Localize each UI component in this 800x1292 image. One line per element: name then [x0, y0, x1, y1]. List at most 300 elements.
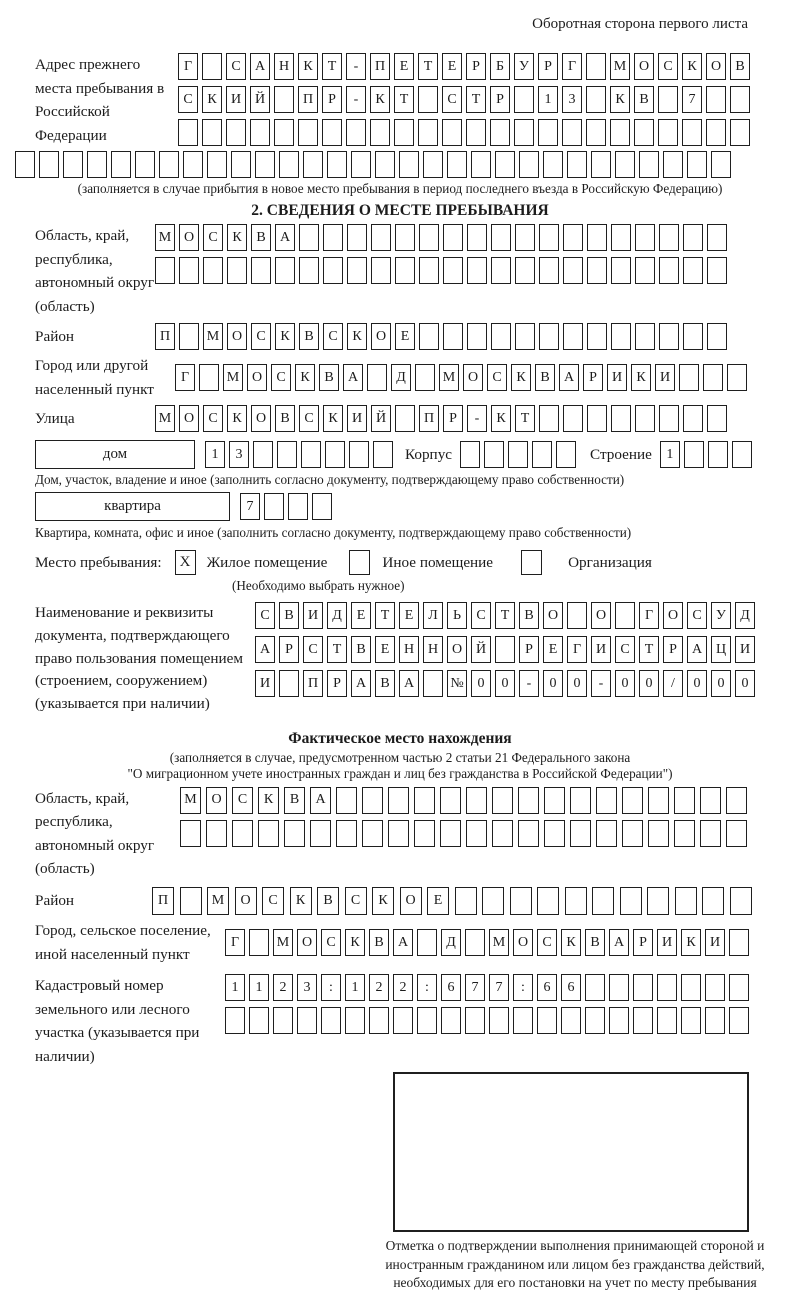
- char-box[interactable]: [325, 441, 345, 468]
- char-box[interactable]: К: [227, 405, 247, 432]
- char-box[interactable]: [702, 887, 724, 915]
- char-box[interactable]: [730, 119, 750, 146]
- char-box[interactable]: Т: [515, 405, 535, 432]
- char-box[interactable]: 1: [660, 441, 680, 468]
- char-box[interactable]: [563, 224, 583, 251]
- char-box[interactable]: Е: [442, 53, 462, 80]
- char-box[interactable]: [250, 119, 270, 146]
- char-box[interactable]: [415, 364, 435, 391]
- char-box[interactable]: [659, 224, 679, 251]
- char-box[interactable]: [440, 787, 461, 814]
- char-box[interactable]: Т: [495, 602, 515, 629]
- char-box[interactable]: [515, 257, 535, 284]
- char-box[interactable]: К: [345, 929, 365, 956]
- char-box[interactable]: [471, 151, 491, 178]
- char-box[interactable]: В: [519, 602, 539, 629]
- char-box[interactable]: [675, 887, 697, 915]
- char-box[interactable]: 1: [345, 974, 365, 1001]
- char-box[interactable]: [303, 151, 323, 178]
- char-box[interactable]: Г: [567, 636, 587, 663]
- char-box[interactable]: И: [255, 670, 275, 697]
- char-box[interactable]: И: [303, 602, 323, 629]
- char-box[interactable]: [417, 1007, 437, 1034]
- char-box[interactable]: Р: [466, 53, 486, 80]
- char-box[interactable]: Н: [399, 636, 419, 663]
- char-box[interactable]: К: [681, 929, 701, 956]
- char-box[interactable]: [519, 151, 539, 178]
- char-box[interactable]: [370, 119, 390, 146]
- char-box[interactable]: [87, 151, 107, 178]
- char-box[interactable]: И: [657, 929, 677, 956]
- char-box[interactable]: [255, 151, 275, 178]
- char-box[interactable]: [587, 224, 607, 251]
- char-box[interactable]: 2: [393, 974, 413, 1001]
- char-box[interactable]: [299, 257, 319, 284]
- char-box[interactable]: М: [223, 364, 243, 391]
- char-box[interactable]: А: [275, 224, 295, 251]
- char-box[interactable]: [567, 151, 587, 178]
- char-box[interactable]: В: [317, 887, 339, 915]
- char-box[interactable]: [418, 119, 438, 146]
- char-box[interactable]: О: [543, 602, 563, 629]
- char-box[interactable]: [659, 405, 679, 432]
- char-box[interactable]: А: [559, 364, 579, 391]
- char-box[interactable]: [180, 820, 201, 847]
- char-box[interactable]: Г: [562, 53, 582, 80]
- char-box[interactable]: С: [321, 929, 341, 956]
- char-box[interactable]: [279, 670, 299, 697]
- char-box[interactable]: Й: [371, 405, 391, 432]
- char-box[interactable]: [441, 1007, 461, 1034]
- char-box[interactable]: [587, 405, 607, 432]
- char-box[interactable]: [663, 151, 683, 178]
- char-box[interactable]: [658, 119, 678, 146]
- char-box[interactable]: А: [343, 364, 363, 391]
- char-box[interactable]: 0: [495, 670, 515, 697]
- char-box[interactable]: [180, 887, 202, 915]
- char-box[interactable]: М: [489, 929, 509, 956]
- char-box[interactable]: В: [275, 405, 295, 432]
- char-box[interactable]: О: [663, 602, 683, 629]
- char-box[interactable]: К: [275, 323, 295, 350]
- char-box[interactable]: [418, 86, 438, 113]
- char-box[interactable]: Г: [639, 602, 659, 629]
- char-box[interactable]: К: [511, 364, 531, 391]
- char-box[interactable]: [596, 787, 617, 814]
- char-box[interactable]: [622, 820, 643, 847]
- char-box[interactable]: И: [591, 636, 611, 663]
- char-box[interactable]: Д: [735, 602, 755, 629]
- char-box[interactable]: М: [155, 405, 175, 432]
- char-box[interactable]: [253, 441, 273, 468]
- char-box[interactable]: -: [346, 86, 366, 113]
- char-box[interactable]: С: [203, 405, 223, 432]
- char-box[interactable]: С: [226, 53, 246, 80]
- char-box[interactable]: К: [295, 364, 315, 391]
- char-box[interactable]: 0: [735, 670, 755, 697]
- char-box[interactable]: [467, 323, 487, 350]
- char-box[interactable]: Р: [538, 53, 558, 80]
- char-box[interactable]: [249, 1007, 269, 1034]
- char-box[interactable]: А: [351, 670, 371, 697]
- char-box[interactable]: [635, 257, 655, 284]
- char-box[interactable]: С: [271, 364, 291, 391]
- char-box[interactable]: [375, 151, 395, 178]
- char-box[interactable]: [347, 257, 367, 284]
- char-box[interactable]: А: [310, 787, 331, 814]
- char-box[interactable]: 7: [489, 974, 509, 1001]
- char-box[interactable]: С: [442, 86, 462, 113]
- char-box[interactable]: [609, 1007, 629, 1034]
- char-box[interactable]: С: [232, 787, 253, 814]
- char-box[interactable]: С: [687, 602, 707, 629]
- char-box[interactable]: К: [370, 86, 390, 113]
- char-box[interactable]: [647, 887, 669, 915]
- char-box[interactable]: Т: [418, 53, 438, 80]
- char-box[interactable]: В: [730, 53, 750, 80]
- char-box[interactable]: К: [682, 53, 702, 80]
- char-box[interactable]: С: [487, 364, 507, 391]
- char-box[interactable]: 6: [537, 974, 557, 1001]
- char-box[interactable]: [443, 257, 463, 284]
- char-box[interactable]: 1: [205, 441, 225, 468]
- char-box[interactable]: [648, 820, 669, 847]
- char-box[interactable]: [587, 257, 607, 284]
- char-box[interactable]: [467, 257, 487, 284]
- char-box[interactable]: [683, 257, 703, 284]
- char-box[interactable]: -: [519, 670, 539, 697]
- char-box[interactable]: Е: [543, 636, 563, 663]
- char-box[interactable]: М: [273, 929, 293, 956]
- char-box[interactable]: Т: [466, 86, 486, 113]
- char-box[interactable]: Т: [322, 53, 342, 80]
- char-box[interactable]: М: [439, 364, 459, 391]
- char-box[interactable]: [707, 323, 727, 350]
- char-box[interactable]: [419, 224, 439, 251]
- char-box[interactable]: Р: [443, 405, 463, 432]
- char-box[interactable]: [683, 405, 703, 432]
- char-box[interactable]: Л: [423, 602, 443, 629]
- char-box[interactable]: Т: [375, 602, 395, 629]
- char-box[interactable]: [336, 820, 357, 847]
- char-box[interactable]: [232, 820, 253, 847]
- char-box[interactable]: [202, 53, 222, 80]
- char-box[interactable]: [347, 224, 367, 251]
- char-box[interactable]: С: [178, 86, 198, 113]
- char-box[interactable]: [399, 151, 419, 178]
- char-box[interactable]: [514, 86, 534, 113]
- char-box[interactable]: [563, 405, 583, 432]
- char-box[interactable]: К: [561, 929, 581, 956]
- char-box[interactable]: [395, 257, 415, 284]
- char-box[interactable]: [658, 86, 678, 113]
- char-box[interactable]: [258, 820, 279, 847]
- char-box[interactable]: [484, 441, 504, 468]
- char-box[interactable]: [419, 323, 439, 350]
- char-box[interactable]: [327, 151, 347, 178]
- char-box[interactable]: [730, 887, 752, 915]
- char-box[interactable]: [492, 787, 513, 814]
- char-box[interactable]: [362, 820, 383, 847]
- char-box[interactable]: [615, 151, 635, 178]
- char-box[interactable]: [298, 119, 318, 146]
- char-box[interactable]: №: [447, 670, 467, 697]
- char-box[interactable]: [336, 787, 357, 814]
- char-box[interactable]: [611, 257, 631, 284]
- char-box[interactable]: [465, 1007, 485, 1034]
- char-box[interactable]: [730, 86, 750, 113]
- char-box[interactable]: 3: [562, 86, 582, 113]
- char-box[interactable]: В: [319, 364, 339, 391]
- char-box[interactable]: [274, 86, 294, 113]
- char-box[interactable]: [586, 86, 606, 113]
- char-box[interactable]: Н: [423, 636, 443, 663]
- char-box[interactable]: [455, 887, 477, 915]
- char-box[interactable]: [538, 119, 558, 146]
- char-box[interactable]: Т: [394, 86, 414, 113]
- char-box[interactable]: Г: [178, 53, 198, 80]
- char-box[interactable]: [394, 119, 414, 146]
- char-box[interactable]: [729, 929, 749, 956]
- char-box[interactable]: С: [323, 323, 343, 350]
- char-box[interactable]: [537, 887, 559, 915]
- char-box[interactable]: [440, 820, 461, 847]
- char-box[interactable]: П: [298, 86, 318, 113]
- char-box[interactable]: И: [607, 364, 627, 391]
- char-box[interactable]: К: [290, 887, 312, 915]
- char-box[interactable]: К: [372, 887, 394, 915]
- char-box[interactable]: [351, 151, 371, 178]
- char-box[interactable]: 3: [229, 441, 249, 468]
- char-box[interactable]: [726, 787, 747, 814]
- char-box[interactable]: [491, 257, 511, 284]
- char-box[interactable]: О: [297, 929, 317, 956]
- char-box[interactable]: :: [513, 974, 533, 1001]
- char-box[interactable]: [622, 787, 643, 814]
- char-box[interactable]: [707, 224, 727, 251]
- char-box[interactable]: С: [471, 602, 491, 629]
- char-box[interactable]: [708, 441, 728, 468]
- char-box[interactable]: В: [351, 636, 371, 663]
- char-box[interactable]: К: [610, 86, 630, 113]
- char-box[interactable]: [681, 974, 701, 1001]
- char-box[interactable]: [596, 820, 617, 847]
- char-box[interactable]: М: [207, 887, 229, 915]
- char-box[interactable]: О: [247, 364, 267, 391]
- char-box[interactable]: [729, 1007, 749, 1034]
- char-box[interactable]: В: [284, 787, 305, 814]
- char-box[interactable]: [277, 441, 297, 468]
- char-box[interactable]: [515, 224, 535, 251]
- char-box[interactable]: О: [179, 224, 199, 251]
- char-box[interactable]: [443, 224, 463, 251]
- char-box[interactable]: [135, 151, 155, 178]
- char-box[interactable]: [362, 787, 383, 814]
- char-box[interactable]: [635, 405, 655, 432]
- char-box[interactable]: К: [258, 787, 279, 814]
- char-box[interactable]: [729, 974, 749, 1001]
- char-box[interactable]: [633, 974, 653, 1001]
- char-box[interactable]: 1: [225, 974, 245, 1001]
- char-box[interactable]: [700, 820, 721, 847]
- char-box[interactable]: Й: [471, 636, 491, 663]
- char-box[interactable]: А: [255, 636, 275, 663]
- char-box[interactable]: [611, 405, 631, 432]
- char-box[interactable]: 2: [273, 974, 293, 1001]
- char-box[interactable]: [492, 820, 513, 847]
- char-box[interactable]: [700, 787, 721, 814]
- char-box[interactable]: [395, 224, 415, 251]
- char-box[interactable]: О: [447, 636, 467, 663]
- char-box[interactable]: [687, 151, 707, 178]
- char-box[interactable]: Е: [395, 323, 415, 350]
- char-box[interactable]: [510, 887, 532, 915]
- char-box[interactable]: М: [155, 224, 175, 251]
- char-box[interactable]: [706, 119, 726, 146]
- char-box[interactable]: С: [262, 887, 284, 915]
- char-box[interactable]: [586, 119, 606, 146]
- char-box[interactable]: А: [399, 670, 419, 697]
- char-box[interactable]: [539, 405, 559, 432]
- other-premises-checkbox[interactable]: [349, 550, 370, 575]
- char-box[interactable]: 0: [543, 670, 563, 697]
- organization-checkbox[interactable]: [521, 550, 542, 575]
- char-box[interactable]: С: [658, 53, 678, 80]
- char-box[interactable]: [183, 151, 203, 178]
- char-box[interactable]: К: [631, 364, 651, 391]
- char-box[interactable]: [393, 1007, 413, 1034]
- char-box[interactable]: [539, 257, 559, 284]
- char-box[interactable]: [585, 1007, 605, 1034]
- char-box[interactable]: [532, 441, 552, 468]
- char-box[interactable]: [556, 441, 576, 468]
- char-box[interactable]: [414, 787, 435, 814]
- char-box[interactable]: [179, 323, 199, 350]
- char-box[interactable]: [301, 441, 321, 468]
- char-box[interactable]: [585, 974, 605, 1001]
- char-box[interactable]: Е: [375, 636, 395, 663]
- char-box[interactable]: П: [303, 670, 323, 697]
- char-box[interactable]: А: [687, 636, 707, 663]
- char-box[interactable]: [508, 441, 528, 468]
- char-box[interactable]: [570, 820, 591, 847]
- char-box[interactable]: [349, 441, 369, 468]
- char-box[interactable]: [203, 257, 223, 284]
- char-box[interactable]: [321, 1007, 341, 1034]
- char-box[interactable]: [635, 323, 655, 350]
- char-box[interactable]: Е: [399, 602, 419, 629]
- char-box[interactable]: [684, 441, 704, 468]
- char-box[interactable]: В: [375, 670, 395, 697]
- char-box[interactable]: [491, 224, 511, 251]
- char-box[interactable]: Д: [441, 929, 461, 956]
- char-box[interactable]: Р: [327, 670, 347, 697]
- char-box[interactable]: 0: [471, 670, 491, 697]
- char-box[interactable]: [489, 1007, 509, 1034]
- char-box[interactable]: [620, 887, 642, 915]
- char-box[interactable]: И: [347, 405, 367, 432]
- char-box[interactable]: А: [250, 53, 270, 80]
- char-box[interactable]: [634, 119, 654, 146]
- char-box[interactable]: 7: [240, 493, 260, 520]
- char-box[interactable]: [707, 257, 727, 284]
- char-box[interactable]: [648, 787, 669, 814]
- char-box[interactable]: Р: [663, 636, 683, 663]
- char-box[interactable]: [371, 224, 391, 251]
- char-box[interactable]: [367, 364, 387, 391]
- char-box[interactable]: [705, 1007, 725, 1034]
- char-box[interactable]: Р: [322, 86, 342, 113]
- char-box[interactable]: [711, 151, 731, 178]
- char-box[interactable]: Ц: [711, 636, 731, 663]
- char-box[interactable]: С: [615, 636, 635, 663]
- char-box[interactable]: 6: [561, 974, 581, 1001]
- char-box[interactable]: [659, 257, 679, 284]
- char-box[interactable]: [297, 1007, 317, 1034]
- char-box[interactable]: К: [491, 405, 511, 432]
- char-box[interactable]: О: [463, 364, 483, 391]
- char-box[interactable]: [490, 119, 510, 146]
- char-box[interactable]: 3: [297, 974, 317, 1001]
- char-box[interactable]: Ь: [447, 602, 467, 629]
- char-box[interactable]: Т: [327, 636, 347, 663]
- char-box[interactable]: [565, 887, 587, 915]
- char-box[interactable]: [159, 151, 179, 178]
- char-box[interactable]: И: [735, 636, 755, 663]
- char-box[interactable]: А: [609, 929, 629, 956]
- char-box[interactable]: [707, 405, 727, 432]
- char-box[interactable]: [726, 820, 747, 847]
- char-box[interactable]: К: [227, 224, 247, 251]
- char-box[interactable]: [275, 257, 295, 284]
- char-box[interactable]: [563, 257, 583, 284]
- char-box[interactable]: [388, 820, 409, 847]
- char-box[interactable]: [563, 323, 583, 350]
- char-box[interactable]: [231, 151, 251, 178]
- char-box[interactable]: [466, 119, 486, 146]
- char-box[interactable]: [544, 787, 565, 814]
- char-box[interactable]: [310, 820, 331, 847]
- char-box[interactable]: 0: [639, 670, 659, 697]
- char-box[interactable]: И: [655, 364, 675, 391]
- char-box[interactable]: [674, 787, 695, 814]
- char-box[interactable]: [274, 119, 294, 146]
- char-box[interactable]: [633, 1007, 653, 1034]
- char-box[interactable]: К: [347, 323, 367, 350]
- char-box[interactable]: У: [711, 602, 731, 629]
- char-box[interactable]: [467, 224, 487, 251]
- char-box[interactable]: Р: [279, 636, 299, 663]
- char-box[interactable]: Г: [225, 929, 245, 956]
- char-box[interactable]: 2: [369, 974, 389, 1001]
- char-box[interactable]: 1: [249, 974, 269, 1001]
- char-box[interactable]: С: [255, 602, 275, 629]
- char-box[interactable]: Е: [427, 887, 449, 915]
- char-box[interactable]: [423, 670, 443, 697]
- char-box[interactable]: [323, 224, 343, 251]
- char-box[interactable]: П: [152, 887, 174, 915]
- char-box[interactable]: [345, 1007, 365, 1034]
- char-box[interactable]: [674, 820, 695, 847]
- char-box[interactable]: [199, 364, 219, 391]
- char-box[interactable]: [679, 364, 699, 391]
- char-box[interactable]: С: [203, 224, 223, 251]
- char-box[interactable]: [514, 119, 534, 146]
- char-box[interactable]: О: [706, 53, 726, 80]
- char-box[interactable]: [657, 974, 677, 1001]
- char-box[interactable]: Р: [583, 364, 603, 391]
- char-box[interactable]: Б: [490, 53, 510, 80]
